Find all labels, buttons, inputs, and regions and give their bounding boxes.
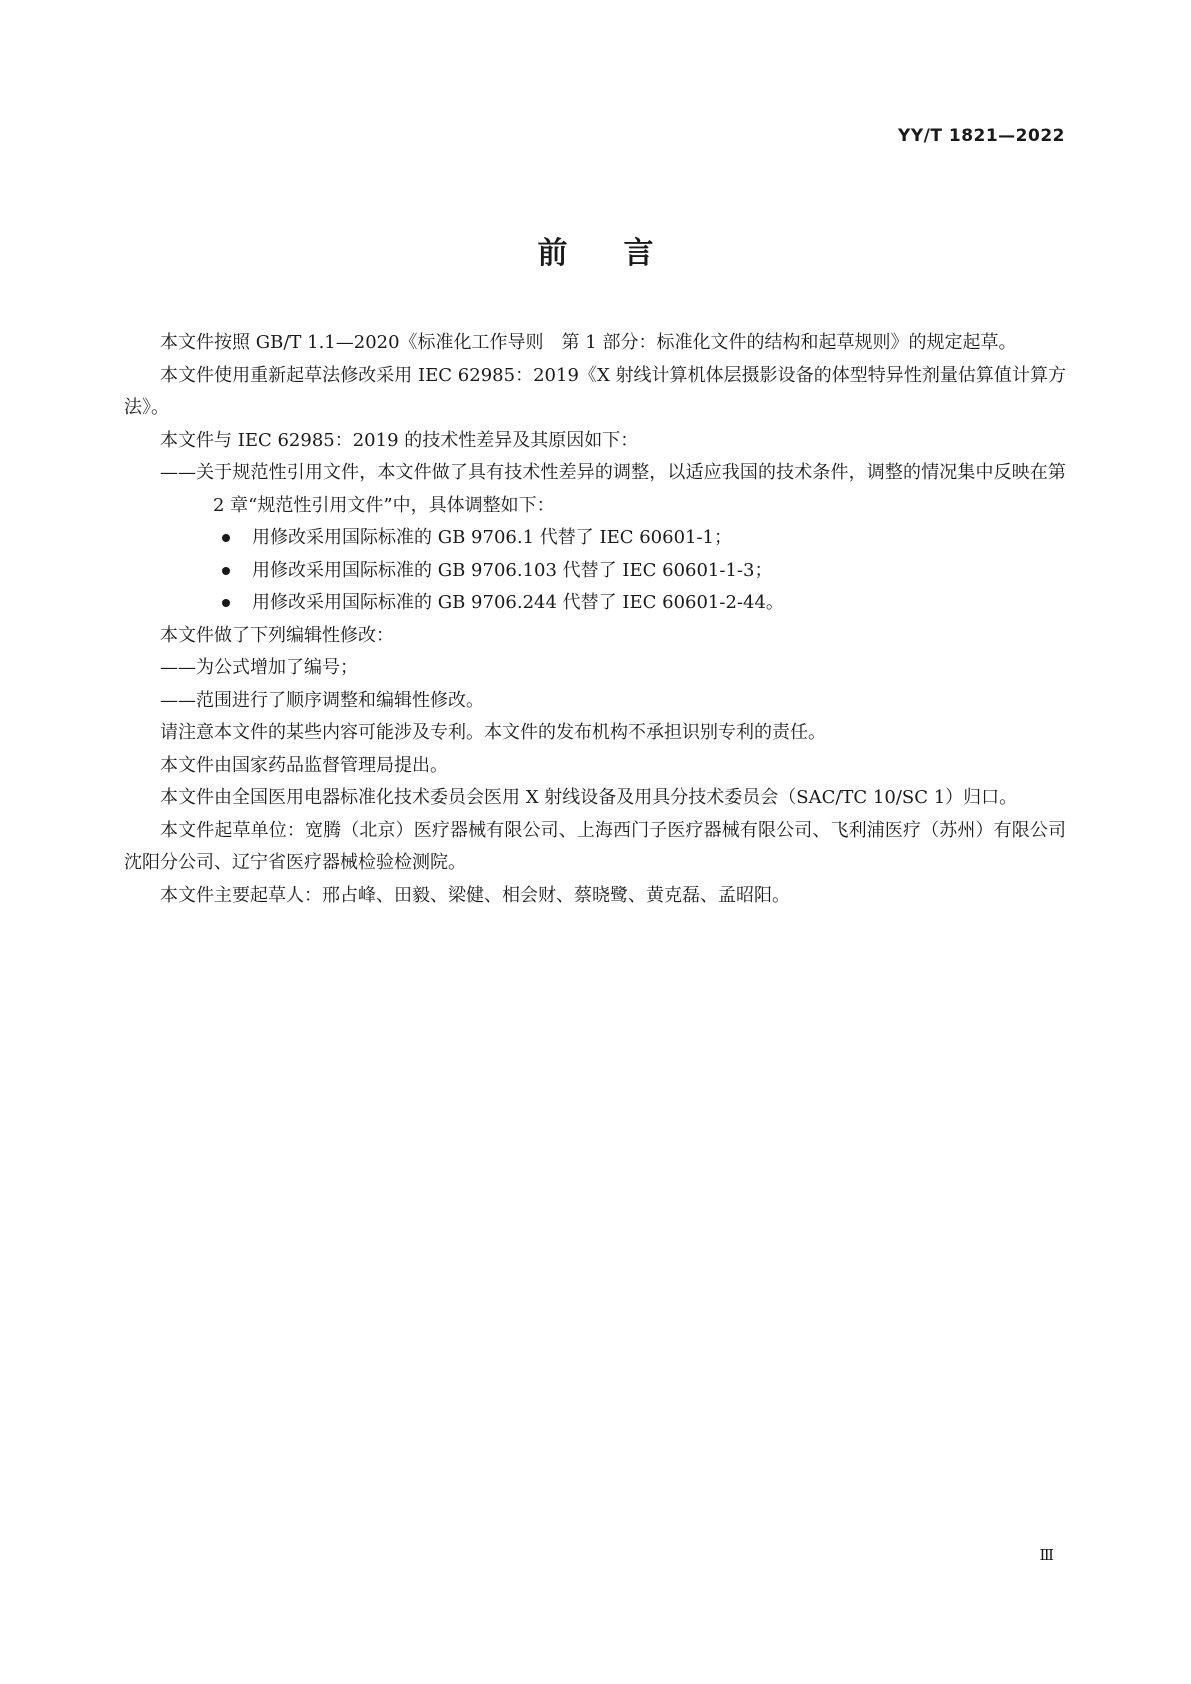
paragraph-adoption: 本文件使用重新起草法修改采用 IEC 62985：2019《X 射线计算机体层摄影设备的体型特异性剂量估算值计算方法》。 xyxy=(124,364,1066,418)
dash-item-scope-changes: ——范围进行了顺序调整和编辑性修改。 xyxy=(160,689,484,711)
paragraph-patent-notice: 请注意本文件的某些内容可能涉及专利。本文件的发布机构不承担识别专利的责任。 xyxy=(160,722,826,743)
bullet-text: 用修改采用国际标准的 GB 9706.244 代替了 IEC 60601-2-44。 xyxy=(252,592,784,613)
bullet-item xyxy=(124,587,1066,620)
dash-item-formula-numbering: ——为公式增加了编号； xyxy=(160,657,358,678)
dash-item-normative-references: ——关于规范性引用文件，本文件做了具有技术性差异的调整，以适应我国的技术条件，调整的情况集中反映在第 2 章“规范性引用文件”中，具体调整如下： xyxy=(160,462,1066,516)
paragraph-technical-committee: 本文件由全国医用电器标准化技术委员会医用 X 射线设备及用具分技术委员会（SAC/TC 10/SC 1）归口。 xyxy=(160,787,1018,808)
bullet-dot-icon xyxy=(222,599,230,607)
paragraph-editorial-changes: 本文件做了下列编辑性修改： xyxy=(160,624,394,646)
standard-number: YY/T 1821—2022 xyxy=(898,126,1065,146)
paragraph-drafting-organizations: 本文件起草单位：宽腾（北京）医疗器械有限公司、上海西门子医疗器械有限公司、飞利浦医疗（苏州）有限公司沈阳分公司、辽宁省医疗器械检验检测院。 xyxy=(124,819,1066,873)
paragraph-drafting-rules: 本文件按照 GB/T 1.1—2020《标准化工作导则 第 1 部分：标准化文件的结构和起草规则》的规定起草。 xyxy=(160,332,1017,353)
bullet-item xyxy=(124,522,1066,555)
paragraph-technical-differences: 本文件与 IEC 62985：2019 的技术性差异及其原因如下： xyxy=(160,429,639,451)
bullet-dot-icon xyxy=(222,534,230,542)
page-number: Ⅲ xyxy=(1039,1546,1054,1564)
bullet-dot-icon xyxy=(222,567,230,575)
bullet-text: 用修改采用国际标准的 GB 9706.1 代替了 IEC 60601-1； xyxy=(252,527,733,548)
paragraph-drafters: 本文件主要起草人：邢占峰、田毅、梁健、相会财、蔡晓鹭、黄克磊、孟昭阳。 xyxy=(160,884,790,906)
bullet-text: 用修改采用国际标准的 GB 9706.103 代替了 IEC 60601-1-3； xyxy=(252,559,773,581)
bullet-item xyxy=(124,555,1066,588)
foreword-body xyxy=(124,327,1066,912)
page-title: 前言 xyxy=(537,236,710,271)
paragraph-proposed-by: 本文件由国家药品监督管理局提出。 xyxy=(160,754,448,776)
